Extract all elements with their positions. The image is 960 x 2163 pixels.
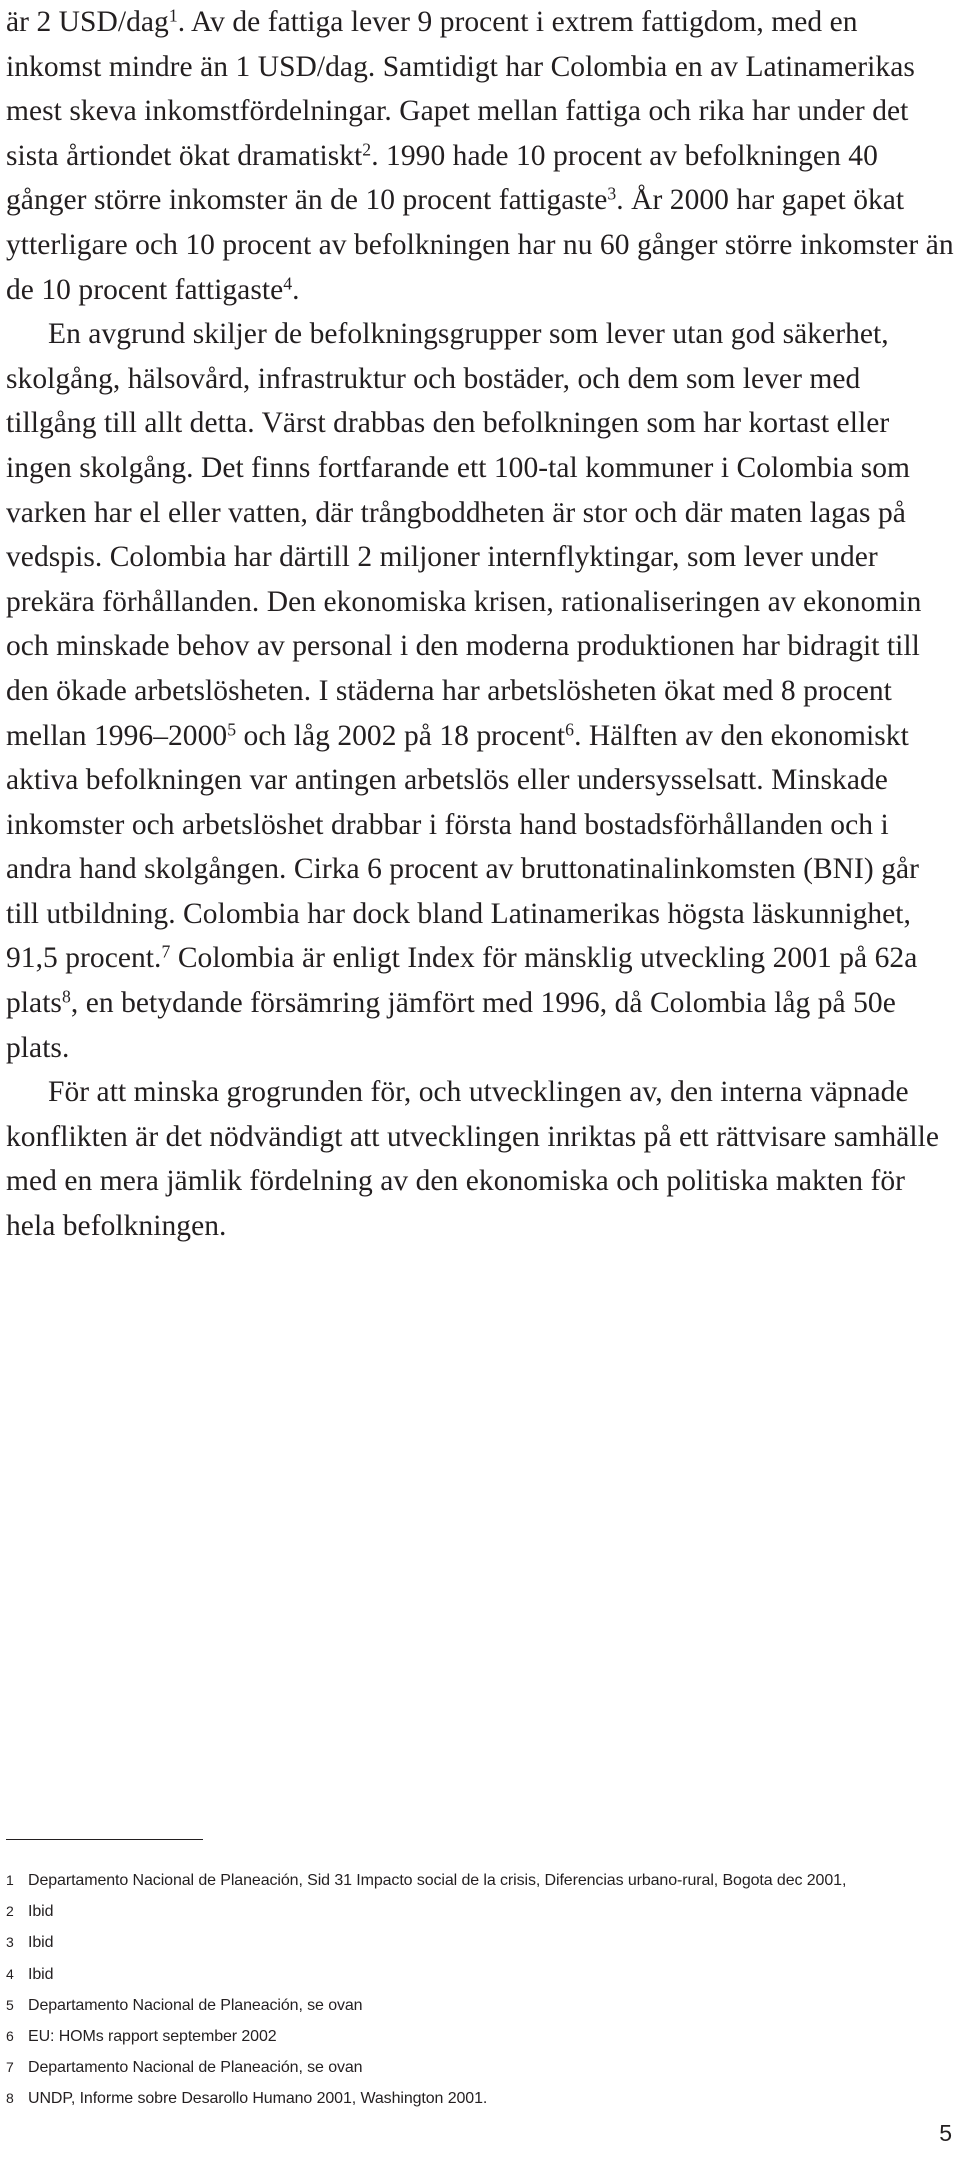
footnote-number: 8: [6, 2090, 14, 2107]
text-run: . Av de fattiga lever 9 procent i extrem fattigdom, med en inkomst mindre än 1 USD/dag. Samtidigt har Colombia en av Latinamerikas mest skeva inkomstfördelningar. Gapet mellan fattiga och rika har under det sista årtiondet ökat dramatiskt: [6, 6, 915, 172]
text-run: . Hälften av den ekonomiskt aktiva befolkningen var antingen arbetslös eller undersysselsatt. Minskade inkomster och arbetslöshet drabbar i första hand bostadsförhållanden och i andra hand skolgången. Cirka 6 procent av bruttonatinalinkomsten (BNI) går till utbildning. Colombia har dock bland Latinamerikas högsta läskunnighet, 91,5 procent.: [6, 719, 920, 975]
paragraph-3: För att minska grogrunden för, och utvecklingen av, den interna väpnade konflikten är det nödvändigt att utvecklingen inriktas på ett rättvisare samhälle med en mera jämlik fördelning av den ekonomiska och politiska makten för hela befolkningen.: [6, 1076, 940, 1243]
footnote-text: Ibid: [28, 1934, 54, 1952]
footnote: [6, 2021, 958, 2052]
footnote-text: Ibid: [28, 1965, 54, 1983]
footnote: [6, 1927, 958, 1958]
footnote-text: UNDP, Informe sobre Desarollo Humano 2001, Washington 2001.: [28, 2090, 488, 2108]
footnote-ref: 6: [565, 718, 575, 739]
footnotes: [6, 1865, 958, 2115]
footnote: [6, 1959, 958, 1990]
footnote-ref: 3: [607, 183, 617, 204]
text-run: är 2 USD/dag: [6, 6, 169, 38]
footnote: [6, 1896, 958, 1927]
footnote-number: 5: [6, 1996, 14, 2013]
footnote-number: 4: [6, 1965, 14, 1982]
footnote-ref: 8: [61, 986, 71, 1007]
text-run: En avgrund skiljer de befolkningsgrupper som lever utan god säkerhet, skolgång, hälsovård, infrastruktur och bostäder, och dem som lever med tillgång till allt detta. Värst drabbas den befolkningen som har kortast eller ingen skolgång. Det finns fortfarande ett 100-tal kommuner i Colombia som varken har el eller vatten, där trångboddheten är stor och där maten lagas på vedspis. Colombia har därtill 2 miljoner internflyktingar, som lever under prekära förhållanden. Den ekonomiska krisen, rationaliseringen av ekonomin och minskade behov av personal i den moderna produktionen har bidragit till den ökade arbetslösheten. I städerna har arbetslösheten ökat med 8 procent mellan 1996–2000: [6, 318, 922, 752]
page-number: 5: [939, 2120, 952, 2146]
footnote: [6, 1865, 958, 1896]
footnote-text: Departamento Nacional de Planeación, se ovan: [28, 1996, 363, 2014]
footnote-ref: 5: [227, 718, 237, 739]
text-run: . År 2000 har gapet ökat ytterligare och 10 procent av befolkningen har nu 60 gånger större inkomster än de 10 procent fattigaste: [6, 184, 954, 306]
footnote-ref: 1: [168, 5, 178, 26]
text-run: Colombia är enligt Index för mänsklig utveckling 2001 på 62a plats: [6, 942, 918, 1020]
paragraph-2: [6, 312, 958, 1070]
footnote-ref: 2: [362, 139, 372, 160]
body-text: [6, 0, 958, 1249]
text-run: . 1990 hade 10 procent av befolkningen 40 gånger större inkomster än de 10 procent fattigaste: [6, 139, 878, 217]
footnote-number: 7: [6, 2059, 14, 2076]
footnote: [6, 2052, 958, 2083]
text-run: och låg 2002 på 18 procent: [236, 719, 566, 752]
footnote: [6, 1990, 958, 2021]
paragraph-1: [6, 0, 958, 312]
footnote-divider: [6, 1839, 203, 1840]
footnote-number: 1: [6, 1872, 14, 1888]
footnote-text: Departamento Nacional de Planeación, se ovan: [28, 2059, 363, 2077]
footnote-ref: 4: [283, 272, 293, 293]
footnote-text: EU: HOMs rapport september 2002: [28, 2028, 277, 2046]
footnote-number: 3: [6, 1934, 14, 1951]
footnote: [6, 2083, 958, 2114]
footnote-number: 2: [6, 1903, 14, 1920]
text-run: , en betydande försämring jämfört med 1996, då Colombia låg på 50e plats.: [6, 987, 896, 1064]
footnote-number: 6: [6, 2028, 14, 2045]
text-run: .: [292, 273, 300, 306]
footnote-text: Departamento Nacional de Planeación, Sid 31 Impacto social de la crisis, Diferencias urbano-rural, Bogota dec 2001,: [28, 1872, 847, 1889]
footnote-ref: 7: [161, 941, 171, 962]
footnote-text: Ibid: [28, 1903, 54, 1921]
